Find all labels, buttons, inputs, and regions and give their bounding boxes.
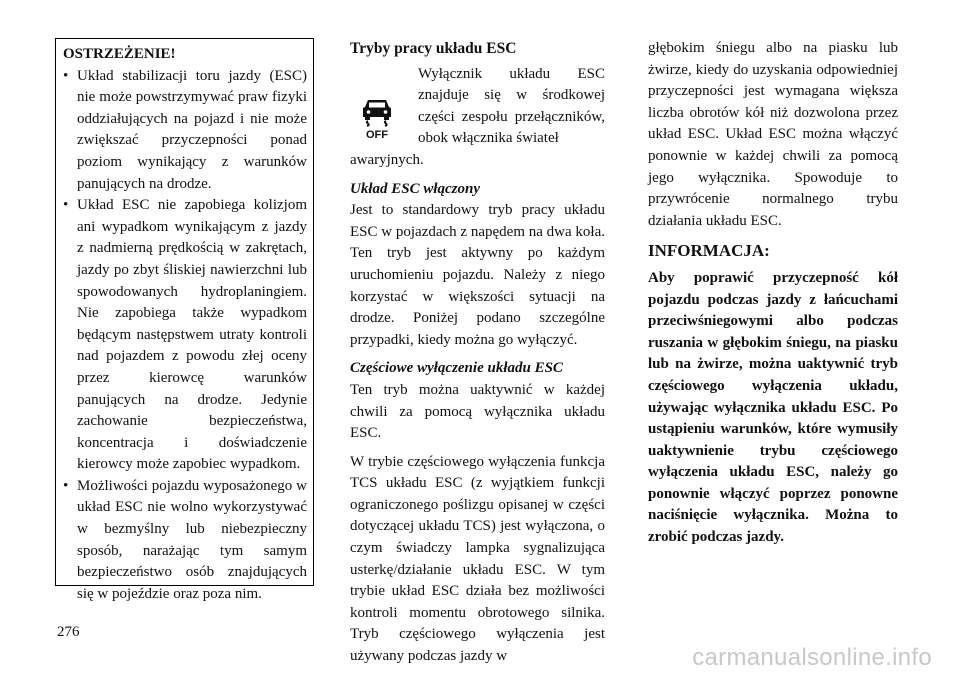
esc-on-text: Jest to standardowy tryb pracy układu ESC w pojazdach z napędem na dwa koła. Ten tryb jest aktywny po każdym uruchomieniu pojazdu. Należy z niego korzystać w większości sytuacji na drodze. Poniżej podano szczególne przypadki, kiedy można go wyłączyć.	[350, 202, 605, 348]
page-number: 276	[57, 624, 80, 640]
column-esc-modes	[350, 38, 605, 668]
warning-item-1: • Układ stabilizacji toru jazdy (ESC) nie może powstrzymywać praw fizyki oddziałujących na pojazd i nie może zwiększać przyczepności ponad poziom wynikający z warunków panujących na drodze.	[63, 66, 307, 196]
esc-off-icon	[360, 96, 394, 140]
column-continued	[648, 38, 898, 549]
section-title: Tryby pracy układu ESC	[350, 40, 517, 57]
esc-partial-heading: Częściowe wyłączenie układu ESC	[350, 360, 563, 377]
info-heading: INFORMACJA:	[648, 241, 770, 261]
warning-item-3: • Możliwości pojazdu wyposażonego w układ ESC nie wolno wykorzystywać w bezmyślny lub niebezpieczny sposób, narażając tym samym bezpieczeństwo osób znajdujących się w pojeździe oraz poza nim.	[63, 476, 307, 606]
continued-text: głębokim śniegu albo na piasku lub żwirze, kiedy do uzyskania odpowiedniej przyczepności jest wymagana większa liczba obrotów kół niż dozwolona przez układ ESC. Układ ESC można włączyć ponownie w każdej chwili za pomocą jego wyłącznika. Spowoduje to przywrócenie normalnego trybu działania układu ESC.	[648, 40, 898, 229]
esc-switch-block	[350, 64, 605, 150]
esc-on-heading: Układ ESC włączony	[350, 180, 481, 197]
warning-item-2: • Układ ESC nie zapobiega kolizjom ani wypadkom wynikającym z jazdy z nadmierną prędkością w zakrętach, jazdy po zbyt śliskiej nawierzchni lub spowodowanych hydroplaningiem. Nie zapobiega także wypadkom będącym następstwem utraty kontroli nad pojazdem z powodu złej oceny przez kierowcę warunków panujących na drodze. Jedynie zachowanie bezpieczeństwa, koncentracja i doświadczenie kierowcy może zapobiec wypadkom.	[63, 195, 307, 476]
watermark: carmanualsonline.info	[692, 644, 932, 671]
esc-switch-text: Wyłącznik układu ESC znajduje się w środkowej części zespołu przełączników, obok włącznika świateł	[418, 65, 605, 147]
warning-title: OSTRZEŻENIE!	[63, 46, 176, 62]
warning-box	[55, 38, 314, 602]
svg-text:OFF: OFF	[366, 128, 388, 140]
info-text: Aby poprawić przyczepność kół pojazdu podczas jazdy z łańcuchami przeciwśniegowymi albo podczas ruszania w głębokim śniegu, na piasku lub na żwirze, można uaktywnić tryb częściowego wyłączenia układu, używając wyłącznika układu ESC. Po ustąpieniu warunków, które wymusiły uaktywnienie trybu częściowego wyłączenia układu ESC, należy go ponownie włączyć poprzez ponowne naciśnięcie wyłącznika. Można to zrobić podczas jazdy.	[648, 269, 898, 546]
esc-partial-text-1: Ten tryb można uaktywnić w każdej chwili za pomocą wyłącznika układu ESC.	[350, 381, 605, 442]
esc-switch-text-cont: awaryjnych.	[350, 151, 424, 168]
warning-list	[63, 66, 307, 606]
esc-partial-text-2: W trybie częściowego wyłączenia funkcja TCS układu ESC (z wyjątkiem funkcji ograniczonego poślizgu opisanej w części dotyczącej układu TCS) jest wyłączona, o czym świadczy lampka sygnalizująca usterkę/działanie układu ESC. W tym trybie układ ESC działa bez możliwości kontroli momentu obrotowego silnika. Tryb częściowego wyłączenia jest używany podczas jazdy w	[350, 453, 605, 665]
